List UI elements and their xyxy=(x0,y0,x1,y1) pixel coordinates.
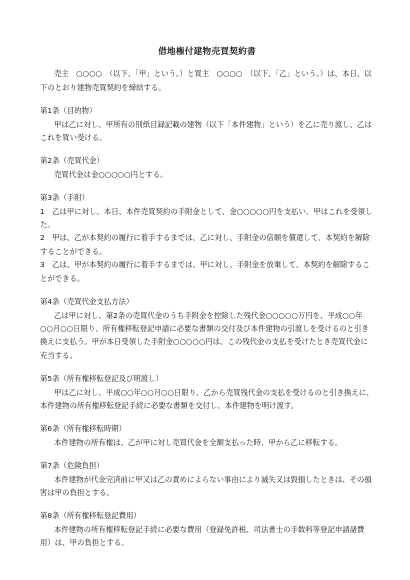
article xyxy=(40,509,374,549)
article-text: 本件建物の所有権は、乙が甲に対し売買代金を全額支払った時、甲から乙に移転する。 xyxy=(54,437,343,447)
article xyxy=(40,422,374,449)
article-text: 本件建物の所有権移転登記手続に必要な費用（登録免許税、司法書士の手数料等登記申請諸費用）は、甲の負担とする。 xyxy=(40,524,365,548)
article xyxy=(40,295,374,362)
article-text: 甲は乙に対し、平成○○年○○月○○日限り、乙から売買残代金の支払を受けるのと引き換えに、本件建物の所有権移転登記手続に必要な書類を交付し、本件建物を明け渡す。 xyxy=(40,387,374,410)
document-title: 借地権付建物売買契約書 xyxy=(158,47,256,57)
article-text: 本件建物が代金完済前に甲又は乙の責めによらない事由により滅失又は毀損したときは、その損害は甲の負担とする。 xyxy=(40,474,372,497)
article xyxy=(40,459,374,499)
article-text: 乙は甲に対し、第2条の売買代金のうち手附金を控除した残代金○○○○○万円を、平成○○年○○月○○日限り、所有権移転登記申請に必要な書類の交付及び本件建物の引渡しを受けるのと引き換えに支払う。甲が本日受領した手附金○○○○○円は、この残代金の支払を受けたとき売買代金に充当する。 xyxy=(40,310,369,360)
article-heading: 第2条（売買代金） xyxy=(40,156,104,166)
article-heading: 第7条（危険負担） xyxy=(40,461,104,471)
articles-list xyxy=(40,104,374,549)
article-text: 甲は乙に対し、甲所有の別紙目録記載の建物（以下「本件建物」という）を乙に売り渡し、乙はこれを買い受ける。 xyxy=(40,119,372,143)
article xyxy=(40,154,374,181)
article-heading: 第8条（所有権移転登記費用） xyxy=(40,511,141,521)
preamble: 売主 ○○○○ （以下、「甲」という。）と買主 ○○○○ （以下、「乙」という。）は、本日、以下のとおり建物売買契約を締結する。 xyxy=(40,69,372,92)
article-text: 1 乙は甲に対し、本日、本件売買契約の手附金として、金○○○○○円を支払い、甲はこれを受領した。 xyxy=(40,206,373,230)
article-heading: 第4条（売買代金支払方法） xyxy=(40,297,134,307)
article-heading: 第1条（目的物） xyxy=(40,106,97,116)
article xyxy=(40,104,374,144)
article xyxy=(40,372,374,412)
article-heading: 第3条（手附） xyxy=(40,193,90,203)
article xyxy=(40,191,374,285)
article-text: 売買代金は金○○○○○円とする。 xyxy=(54,169,168,179)
article-heading: 第6条（所有権移転時期） xyxy=(40,424,127,434)
article-text: 3 乙は、甲が本契約の履行に着手するまでは、甲に対し、手附金を放棄して、本契約を解除することができる。 xyxy=(40,260,370,283)
article-heading: 第5条（所有権移転登記及び明渡し） xyxy=(40,374,163,384)
article-text: 2 甲は、乙が本契約の履行に着手するまでは、乙に対し、手附金の倍額を償還して、本契約を解除することができる。 xyxy=(40,233,370,256)
